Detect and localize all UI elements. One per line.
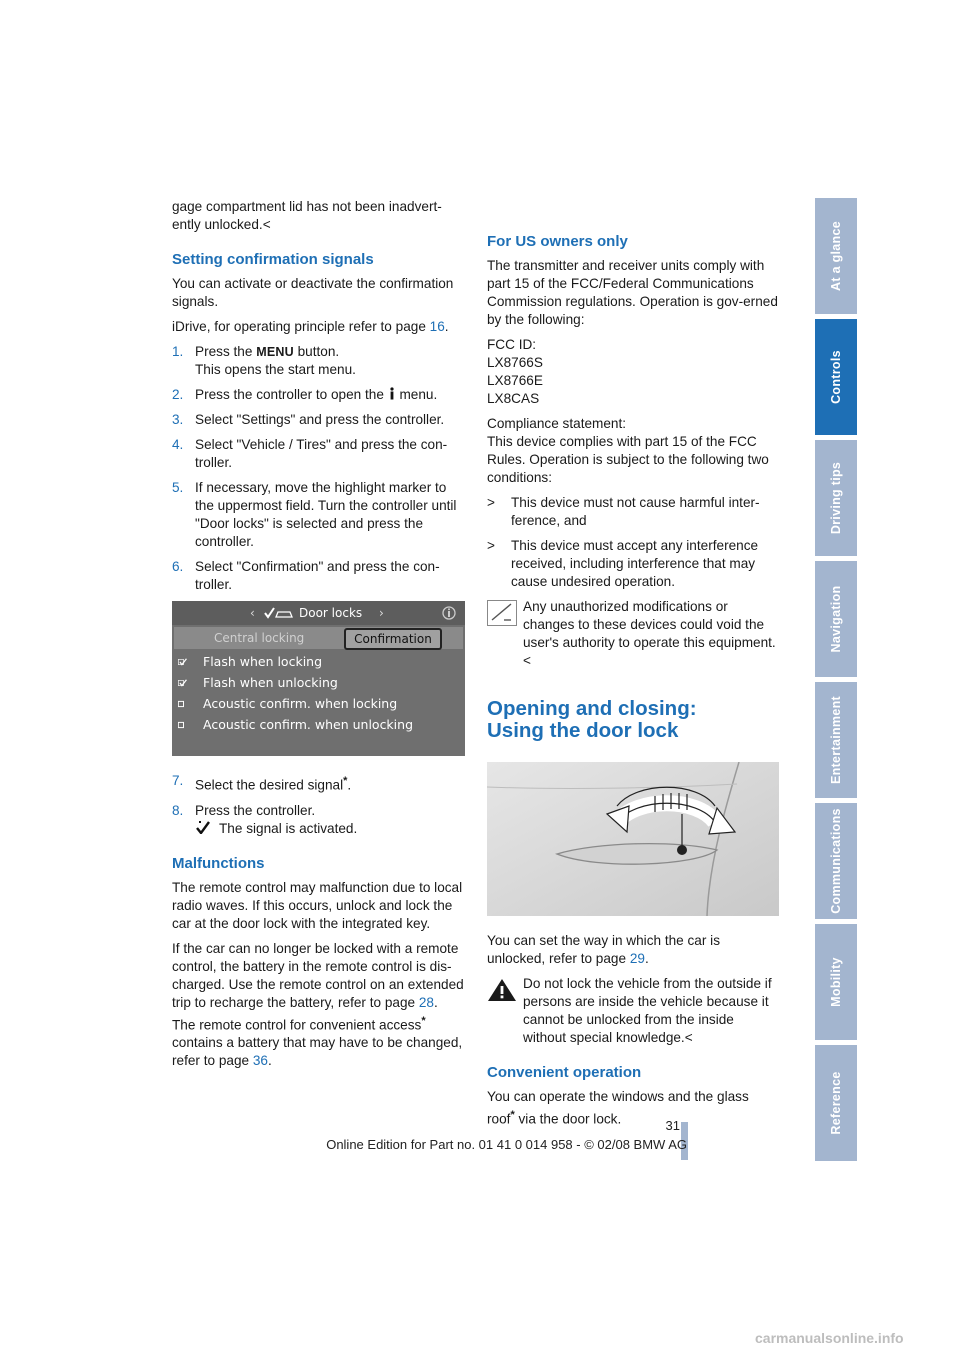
fcc-ids xyxy=(487,336,779,408)
step-number: 7. xyxy=(172,773,184,788)
screen-title-bar xyxy=(172,601,465,625)
tab-label: Reference xyxy=(829,1071,843,1135)
warning-block xyxy=(487,975,779,1047)
tab-confirmation[interactable]: Confirmation xyxy=(344,628,442,650)
step-text: Press the controller. xyxy=(195,802,316,818)
step-6 xyxy=(172,558,464,594)
tab-driving-tips[interactable] xyxy=(815,440,857,556)
tab-label: Navigation xyxy=(829,585,843,653)
intro-text: gage compartment lid has not been inadvert-ently unlocked. xyxy=(172,199,442,232)
idrive-text: iDrive, for operating principle refer to page xyxy=(172,319,430,334)
tab-mobility[interactable] xyxy=(815,924,857,1040)
step-text-end: button. xyxy=(293,344,340,359)
option-label: Flash when unlocking xyxy=(203,675,338,690)
checked-box-icon xyxy=(178,656,191,668)
step-number: 3. xyxy=(172,412,184,427)
step-1 xyxy=(172,343,464,379)
step-number: 2. xyxy=(172,387,184,402)
option-row[interactable] xyxy=(178,672,413,693)
tab-label: Mobility xyxy=(829,957,843,1007)
option-label: Flash when locking xyxy=(203,654,323,669)
note-block xyxy=(487,598,779,670)
battery-text: If the car can no longer be locked with a remote control, the battery in the remote control is dis-charged. Use the remote control on an extended trip to recharge the battery, refer to page xyxy=(172,940,464,1010)
heading-confirmation-signals: Setting confirmation signals xyxy=(172,251,374,268)
tab-reference[interactable] xyxy=(815,1045,857,1161)
page-link-29[interactable]: 29 xyxy=(629,951,645,966)
end-mark: < xyxy=(262,217,271,232)
tab-central-locking[interactable]: Central locking xyxy=(214,631,305,645)
bullet-text: This device must accept any interference received, including interference that may cause undesired operation. xyxy=(511,538,759,589)
step-5 xyxy=(172,479,464,551)
screen-tabs xyxy=(174,627,463,649)
step-7: 7. Select the desired signal*. xyxy=(172,773,352,793)
fcc-paragraph: The transmitter and receiver units comply with part 15 of the FCC/Federal Communications Commission regulations. Operation is gov-erned by the following: xyxy=(487,258,778,327)
page-link-28[interactable]: 28 xyxy=(418,994,434,1010)
step-number: 8. xyxy=(172,802,184,818)
bullet-item xyxy=(487,494,779,530)
watermark: carmanualsonline.info xyxy=(755,1330,904,1346)
right-column xyxy=(487,198,779,1136)
set-text: You can set the way in which the car is unlocked, refer to page xyxy=(487,933,720,966)
step-text: Press the controller to open the xyxy=(195,387,388,402)
compliance-label: Compliance statement: xyxy=(487,416,627,431)
set-paragraph: You can set the way in which the car is unlocked, refer to page 29. xyxy=(487,933,720,966)
signals-paragraph: You can activate or deactivate the confirmation signals. xyxy=(172,276,454,309)
warning-text: Do not lock the vehicle from the outside if persons are inside the vehicle because it cannot be unlocked from the inside without special knowledge. xyxy=(523,976,772,1045)
screen-options xyxy=(178,651,413,735)
optional-star: * xyxy=(343,775,348,787)
heading-line-1: Opening and closing: xyxy=(487,697,697,720)
section-tabs xyxy=(815,198,857,1166)
arrow-right-icon: › xyxy=(379,606,384,620)
convenient-paragraph xyxy=(487,1088,779,1129)
step-number: 1. xyxy=(172,344,184,359)
unchecked-box-icon xyxy=(178,719,191,731)
battery-text-2: . The remote control for convenient access xyxy=(172,994,438,1033)
screen-title: Door locks xyxy=(299,606,363,620)
option-row[interactable] xyxy=(178,693,413,714)
tab-controls[interactable] xyxy=(815,319,857,435)
page-link-36[interactable]: 36 xyxy=(252,1053,268,1069)
step-text: Select "Settings" and press the controller. xyxy=(195,412,445,427)
compliance-paragraph xyxy=(487,415,779,487)
bullet-text: This device must not cause harmful inter-ference, and xyxy=(511,495,760,528)
battery-paragraph xyxy=(172,940,464,1071)
fcc-id: LX8766S xyxy=(487,355,543,370)
unchecked-box-icon xyxy=(178,698,191,710)
step-2 xyxy=(172,386,464,404)
info-icon xyxy=(388,387,396,400)
tab-label: Controls xyxy=(829,350,843,404)
fcc-id: LX8CAS xyxy=(487,391,540,406)
page-link-16[interactable]: 16 xyxy=(429,319,445,334)
step-8 xyxy=(172,802,464,838)
heading-opening-closing xyxy=(487,698,779,742)
step-3 xyxy=(172,411,464,429)
compliance-text: This device complies with part 15 of the FCC Rules. Operation is subject to the following two conditions: xyxy=(487,434,769,485)
heading-us-owners: For US owners only xyxy=(487,233,628,250)
bullet-item xyxy=(487,537,779,591)
note-arrow-icon xyxy=(487,600,517,626)
tab-label: Driving tips xyxy=(829,461,843,535)
period: . xyxy=(267,1053,272,1069)
end-mark: < xyxy=(684,1030,693,1045)
tab-communications[interactable] xyxy=(815,803,857,919)
checked-box-icon xyxy=(178,677,191,689)
bullet-mark: > xyxy=(487,538,495,553)
step-number: 4. xyxy=(172,437,184,452)
fcc-id: LX8766E xyxy=(487,373,543,388)
tab-label: At a glance xyxy=(829,221,843,291)
tab-entertainment[interactable] xyxy=(815,682,857,798)
step-text: If necessary, move the highlight marker to the uppermost field. Turn the controller until "Door locks" is selected and press the controller. xyxy=(195,480,457,549)
bullet-mark: > xyxy=(487,495,495,510)
option-label: Acoustic confirm. when unlocking xyxy=(203,717,414,732)
step-4 xyxy=(172,436,464,472)
page-number: 31 xyxy=(665,1118,680,1133)
malfunctions-paragraph: The remote control may malfunction due to local radio waves. If this occurs, unlock and lock the car at the door lock with the integrated key. xyxy=(172,879,463,931)
heading-convenient-operation: Convenient operation xyxy=(487,1064,642,1081)
option-label: Acoustic confirm. when locking xyxy=(203,696,398,711)
heading-line-2: Using the door lock xyxy=(487,719,679,742)
option-row[interactable] xyxy=(178,714,413,735)
step-text: Select "Vehicle / Tires" and press the con-troller. xyxy=(195,437,448,470)
footer-text: Online Edition for Part no. 01 41 0 014 958 - © 02/08 BMW AG xyxy=(326,1137,687,1152)
step-subtext: This opens the start menu. xyxy=(195,362,356,377)
note-text: Any unauthorized modifications or changes to these devices could void the user's authority to operate this equipment. xyxy=(523,599,776,650)
door-lock-image xyxy=(487,762,779,916)
left-column xyxy=(172,198,464,1077)
fcc-label: FCC ID: xyxy=(487,337,537,352)
convenient-text-end: via the door lock. xyxy=(514,1111,622,1127)
option-row[interactable] xyxy=(178,651,413,672)
step-text: Press the xyxy=(195,344,257,359)
intro-paragraph xyxy=(172,198,464,234)
tab-at-a-glance[interactable] xyxy=(815,198,857,314)
arrow-left-icon: ‹ xyxy=(250,606,255,620)
tab-navigation[interactable] xyxy=(815,561,857,677)
step-subtext: The signal is activated. xyxy=(219,820,358,836)
tab-label: Entertainment xyxy=(829,696,843,784)
optional-star: * xyxy=(510,1109,515,1121)
heading-malfunctions: Malfunctions xyxy=(172,854,265,872)
info-circle-icon xyxy=(442,605,456,621)
step-number: 6. xyxy=(172,559,184,574)
checkmark-icon xyxy=(195,821,219,834)
door-handle-illustration xyxy=(487,762,779,916)
idrive-screen-image xyxy=(172,601,465,756)
tab-label: Communications xyxy=(829,808,843,914)
idrive-paragraph: iDrive, for operating principle refer to page 16. xyxy=(172,319,449,334)
battery-text-3: contains a battery that may have to be changed, refer to page xyxy=(172,1035,463,1069)
convenient-text: You can operate the windows and the glass roof xyxy=(487,1089,749,1127)
step-number: 5. xyxy=(172,480,184,495)
warning-icon xyxy=(487,977,517,1003)
step-text: Select the desired signal xyxy=(195,777,344,793)
step-text-end: menu. xyxy=(395,387,438,402)
optional-star: * xyxy=(421,1014,426,1027)
menu-key-icon: MENU xyxy=(256,345,294,359)
step-text: Select "Confirmation" and press the con-troller. xyxy=(195,559,440,592)
end-mark: < xyxy=(523,653,531,668)
car-check-icon xyxy=(264,607,294,620)
